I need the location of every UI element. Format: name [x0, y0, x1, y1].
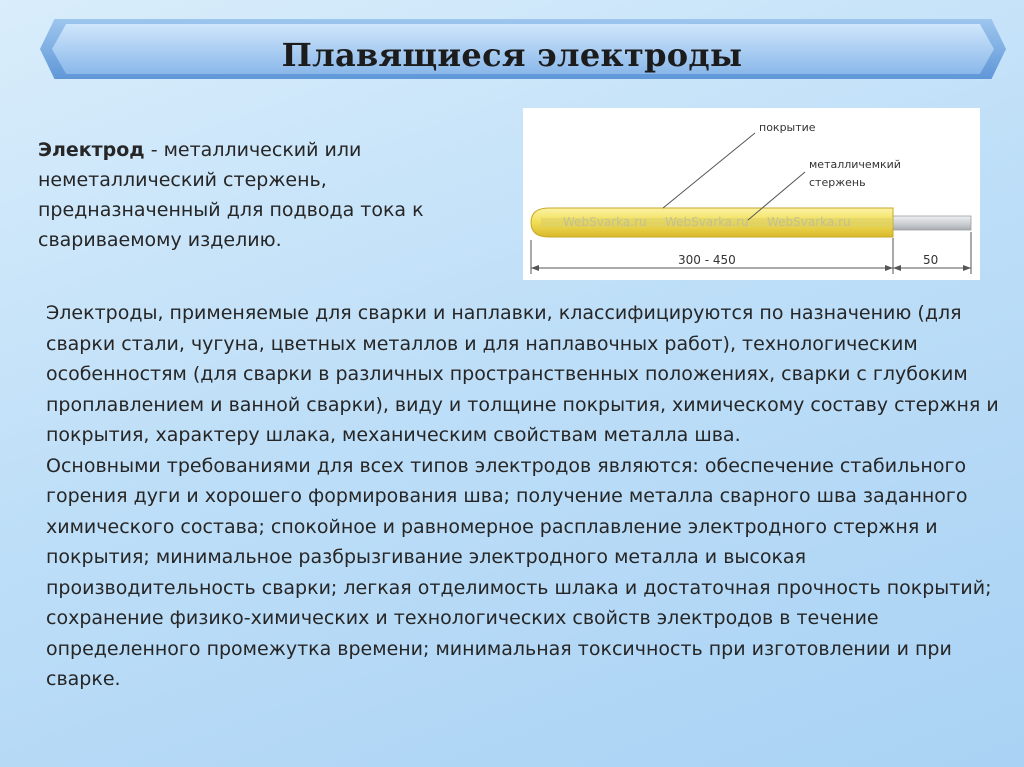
electrode-diagram-svg: [523, 108, 980, 280]
body-text: [46, 298, 1006, 695]
dim-arrow-3: [893, 265, 901, 271]
definition-term: Электрод: [38, 139, 145, 161]
watermark-1: WebSvarka.ru: [563, 215, 647, 229]
label-rod-1: металличемкий: [809, 158, 901, 171]
label-rod-2: стержень: [809, 176, 866, 189]
dim-end-label: 50: [923, 253, 939, 267]
definition-text: [38, 135, 498, 255]
label-coating: покрытие: [759, 121, 816, 134]
slide-title: Плавящиеся электроды: [281, 36, 743, 74]
dim-main-label: 300 - 450: [678, 253, 736, 267]
body-paragraph-1: Электроды, применяемые для сварки и наплавки, классифицируются по назначению (для сварки стали, чугуна, цветных металлов и для наплавочных работ), технологическим особенностям (для сварки в различных пространственных положениях, сварки с глубоким проплавлением и ванной сварки), виду и толщине покрытия, химическому составу стержня и покрытия, характеру шлака, механическим свойствам металла шва.: [46, 302, 999, 446]
watermark-2: WebSvarka.ru: [665, 215, 749, 229]
leader-coating: [663, 133, 755, 208]
definition-body: - металлический или неметаллический стержень, предназначенный для подвода тока к свариваемому изделию.: [38, 139, 424, 251]
watermark-3: WebSvarka.ru: [767, 215, 851, 229]
body-paragraph-2: Основными требованиями для всех типов электродов являются: обеспечение стабильного горения дуги и хорошего формирования шва; получение металла сварного шва заданного химического состава; спокойное и равномерное расплавление электродного стержня и покрытия; минимальное разбрызгивание электродного металла и высокая производительность сварки; легкая отделимость шлака и достаточная прочность покрытий; сохранение физико-химических и технологических свойств электродов в течение определенного промежутка времени; минимальная токсичность при изготовлении и при сварке.: [46, 454, 992, 690]
dim-arrow-1: [531, 265, 539, 271]
dim-arrow-4: [963, 265, 971, 271]
electrode-diagram: [523, 108, 980, 280]
dim-arrow-2: [885, 265, 893, 271]
